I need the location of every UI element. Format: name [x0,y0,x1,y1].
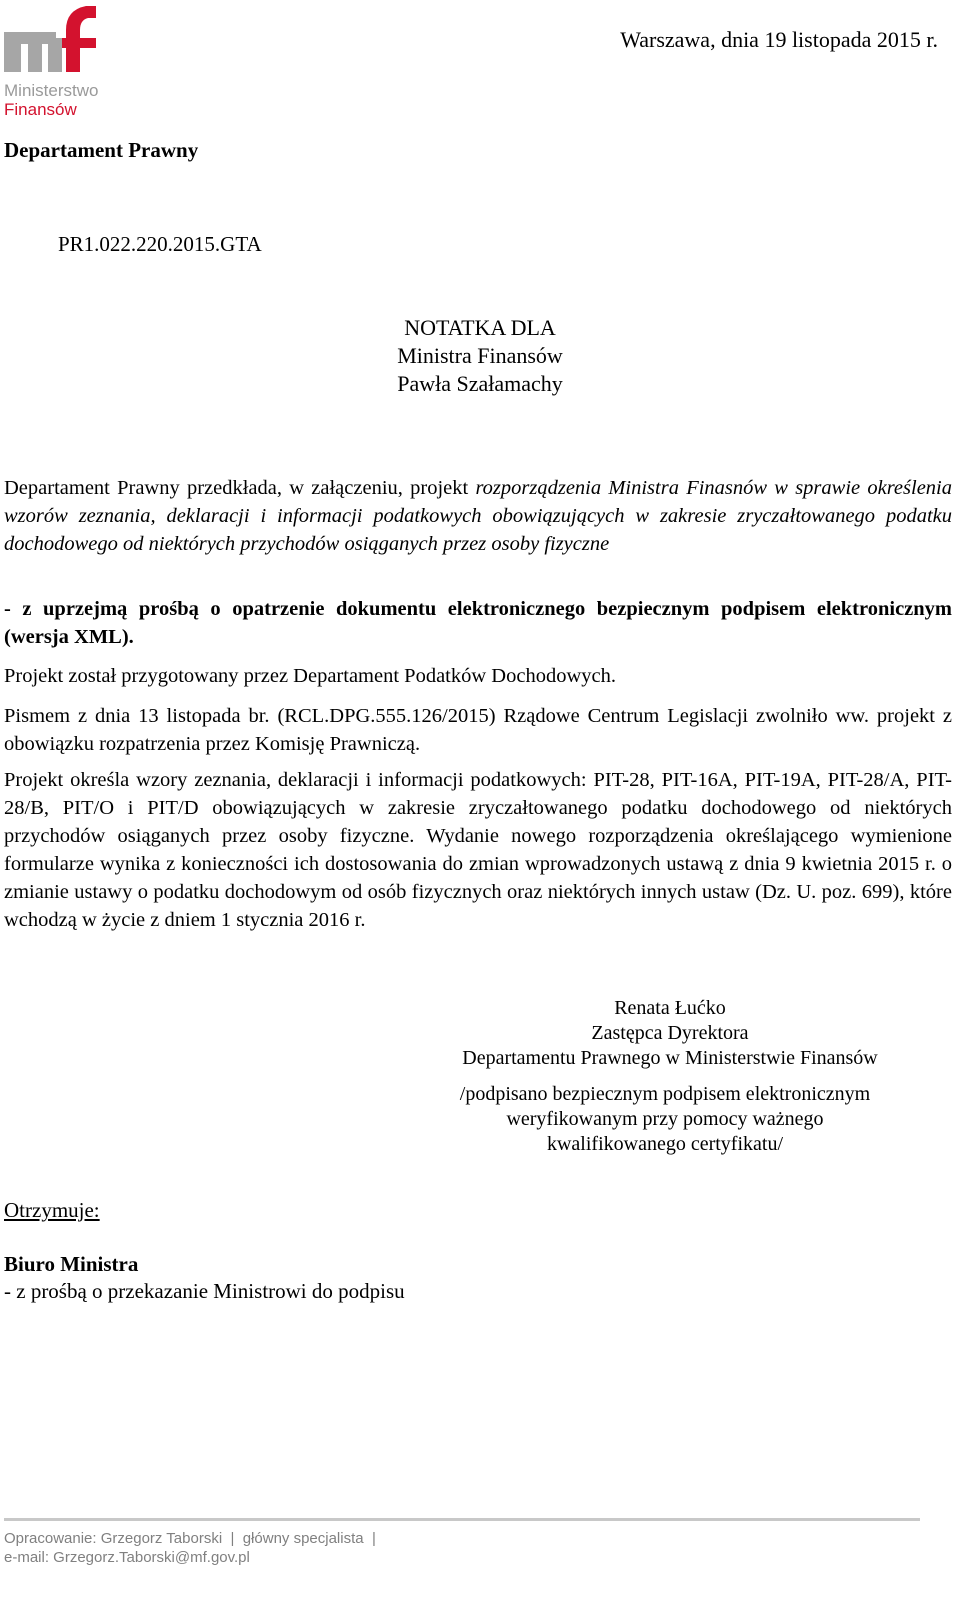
note-title [0,314,960,398]
recipients-label: Otrzymuje: [4,1198,100,1222]
signed-note-line1: /podpisano bezpiecznym podpisem elektronicznym [459,1083,871,1105]
signed-note-line2: weryfikowanym przy pomocy ważnego [506,1108,824,1130]
reference-number: PR1.022.220.2015.GTA [58,232,262,256]
department-name: Departament Prawny [4,138,199,162]
logo-text-finansow: Finansów [4,100,77,119]
footer-email: e-mail: Grzegorz.Taborski@mf.gov.pl [4,1549,250,1566]
letter-paragraph: Pismem z dnia 13 listopada br. (RCL.DPG.555.126/2015) Rządowe Centrum Legislacji zwolniło ww. projekt z obowiązku rozpatrzenia przez Komisję Prawniczą. [4,705,952,755]
logo-text-ministerstwo: Ministerstwo [4,81,99,100]
note-title-line2: Ministra Finansów [397,343,563,368]
footer-author: Opracowanie: Grzegorz Taborski | główny specjalista | [4,1530,376,1547]
regulation-title: rozporządzenia Ministra Finasnów w sprawie określenia wzorów zeznania, deklaracji i informacji podatkowych obowiązujących w zakresie zryczałtowanego podatku dochodowego od niektórych przychodów osiąganych przez osoby fizyczne [4,477,952,555]
ministry-logo [4,2,134,120]
note-title-line1: NOTATKA DLA [404,315,556,340]
recipient-note: - z prośbą o przekazanie Ministrowi do podpisu [4,1279,405,1303]
note-title-line3: Pawła Szałamachy [397,371,563,396]
request-paragraph: - z uprzejmą prośbą o opatrzenie dokumentu elektronicznego bezpiecznym podpisem elektronicznym (wersja XML). [4,598,952,648]
mf-logo-mark [4,2,104,76]
signed-note-line3: kwalifikowanego certyfikatu/ [546,1133,784,1155]
recipient-name: Biuro Ministra [4,1252,139,1276]
signature-block [430,996,910,1071]
footer-divider [4,1518,920,1521]
intro-lead-text: Departament Prawny przedkłada, w załączeniu, projekt [4,477,476,499]
signatory-name: Renata Łućko [614,997,726,1019]
electronic-signature-note [420,1082,910,1157]
intro-paragraph [4,474,952,558]
prepared-paragraph: Projekt został przygotowany przez Departament Podatków Dochodowych. [4,665,616,687]
signatory-position: Zastępca Dyrektora [591,1022,749,1044]
date-line: Warszawa, dnia 19 listopada 2015 r. [620,27,938,52]
scope-paragraph: Projekt określa wzory zeznania, deklaracji i informacji podatkowych: PIT-28, PIT-16A, PIT-19A, PIT-28/A, PIT-28/B, PIT/O i PIT/D obowiązujących w zakresie zryczałtowanego podatku dochodowego od niektórych przychodów osiąganych przez osoby fizyczne. Wydanie nowego rozporządzenia określającego wymienione formularze wynika z konieczności ich dostosowania do zmian wprowadzonych ustawą z dnia 9 kwietnia 2015 r. o zmianie ustawy o podatku dochodowym od osób fizycznych oraz niektórych innych ustaw (Dz. U. poz. 699), które wchodzą w życie z dniem 1 stycznia 2016 r. [4,769,952,931]
signatory-unit: Departamentu Prawnego w Ministerstwie Finansów [462,1047,878,1069]
